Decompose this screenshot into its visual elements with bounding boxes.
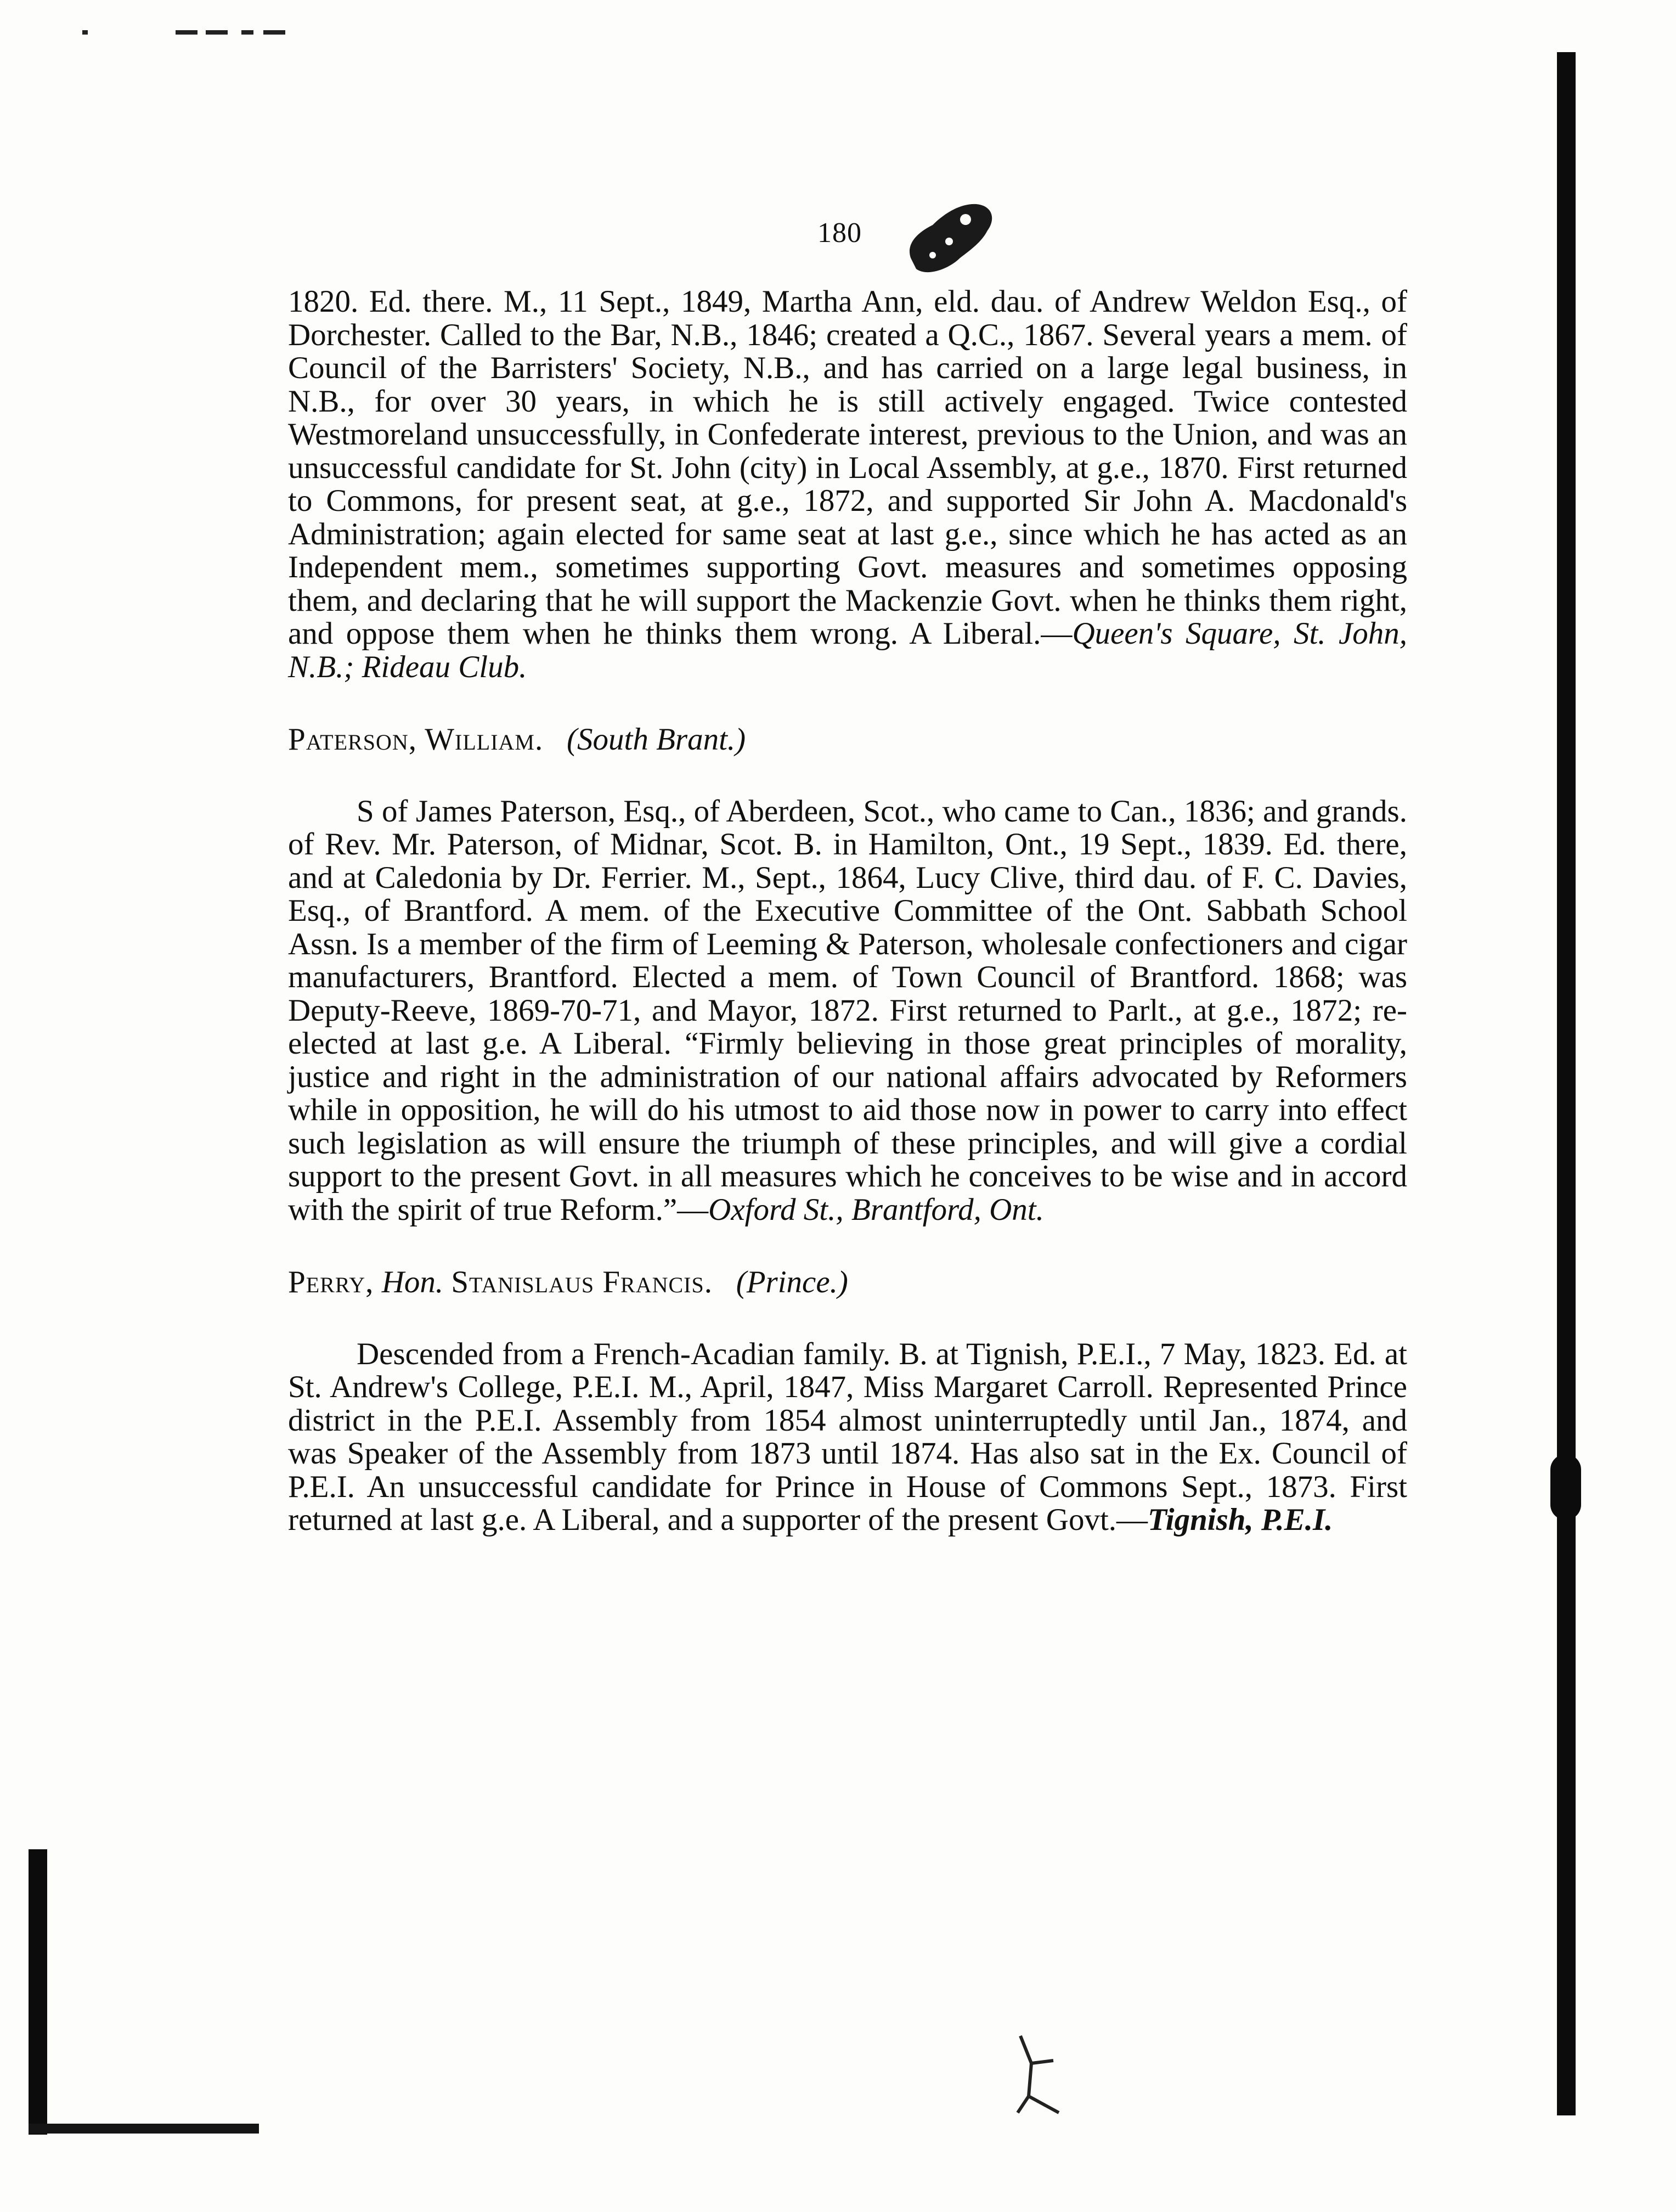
entry-text: 1820. Ed. there. M., 11 Sept., 1849, Martha Ann, eld. dau. of Andrew Weldon Esq., of Dorchester. Called to the Bar, N.B., 1846; created a Q.C., 1867. Several years a mem. of Council of the Barristers' Society, N.B., and has carried on a large legal business, in N.B., for over 30 years, in which he is still actively engaged. Twice contested Westmoreland unsuccessfully, in Confederate interest, previous to the Union, and was an unsuccessful candidate for St. John (city) in Local Assembly, at g.e., 1870. First returned to Commons, for present seat, at g.e., 1872, and supported Sir John A. Macdonald's Administration; again elected for same seat at last g.e., since which he has acted as an Independent mem., sometimes supporting Govt. measures and sometimes opposing them, and declaring that he will support the Mackenzie Govt. when he thinks them right, and oppose them when he thinks them wrong. A Liberal.— xyxy=(288,284,1407,651)
entry-body-perry xyxy=(288,1338,1407,1537)
binding-clip-right xyxy=(1550,1454,1581,1520)
biography-entries xyxy=(288,285,1407,1537)
ink-blot-icon xyxy=(900,198,998,280)
entry-address: Queen's Square, St. John, N.B.; Rideau Club. xyxy=(288,616,1407,684)
entry-given-name: Stanislaus Francis. xyxy=(451,1265,713,1299)
entry-surname: Paterson, xyxy=(288,722,417,757)
entry-given-name: William. xyxy=(425,722,544,757)
entry-address: Tignish, P.E.I. xyxy=(1148,1502,1333,1537)
entry-text: S of James Paterson, Esq., of Aberdeen, Scot., who came to Can., 1836; and grands. of Rev. Mr. Paterson, of Midnar, Scot. B. in Hamilton, Ont., 19 Sept., 1839. Ed. there, and at Caledonia by Dr. Ferrier. M., Sept., 1864, Lucy Clive, third dau. of F. C. Davies, Esq., of Brantford. A mem. of the Executive Committee of the Ont. Sabbath School Assn. Is a member of the firm of Leeming & Paterson, wholesale confectioners and cigar manufacturers, Brantford. Elected a mem. of Town Council of Brantford. 1868; was Deputy-Reeve, 1869-70-71, and Mayor, 1872. First returned to Parlt., at g.e., 1872; re-elected at last g.e. A Liberal. “Firmly believing in those great principles of morality, justice and right in the administration of our national affairs advocated by Reformers while in opposition, he will do his utmost to aid those now in power to carry into effect such legislation as will ensure the triumph of these principles, and will give a cordial support to the present Govt. in all measures which he conceives to be wise and in accord with the spirit of true Reform.”— xyxy=(288,793,1407,1227)
entry-honorific: Hon. xyxy=(381,1265,444,1299)
binding-edge-right xyxy=(1557,52,1576,2115)
binding-edge-left xyxy=(29,1849,47,2135)
entry-address: Oxford St., Brantford, Ont. xyxy=(708,1192,1044,1227)
entry-continuation xyxy=(288,285,1407,684)
stray-ink-mark-icon xyxy=(1009,2030,1086,2118)
binding-edge-bottom xyxy=(29,2124,259,2134)
entry-surname: Perry, xyxy=(288,1265,374,1299)
entry-constituency: (Prince.) xyxy=(736,1265,848,1299)
entry-heading-paterson xyxy=(288,723,1407,757)
page-number: 180 xyxy=(817,217,862,249)
entry-heading-perry xyxy=(288,1266,1407,1299)
entry-text: Descended from a French-Acadian family. B. at Tignish, P.E.I., 7 May, 1823. Ed. at St. Andrew's College, P.E.I. M., April, 1847, Miss Margaret Carroll. Represented Prince district in the P.E.I. Assembly from 1854 almost uninterruptedly until Jan., 1874, and was Speaker of the Assembly from 1873 until 1874. Has also sat in the Ex. Council of P.E.I. An unsuccessful candidate for Prince in House of Commons Sept., 1873. First returned at last g.e. A Liberal, and a supporter of the present Govt.— xyxy=(288,1336,1407,1537)
entry-constituency: (South Brant.) xyxy=(567,722,746,757)
top-edge-marks xyxy=(82,29,313,36)
entry-body-paterson xyxy=(288,795,1407,1227)
